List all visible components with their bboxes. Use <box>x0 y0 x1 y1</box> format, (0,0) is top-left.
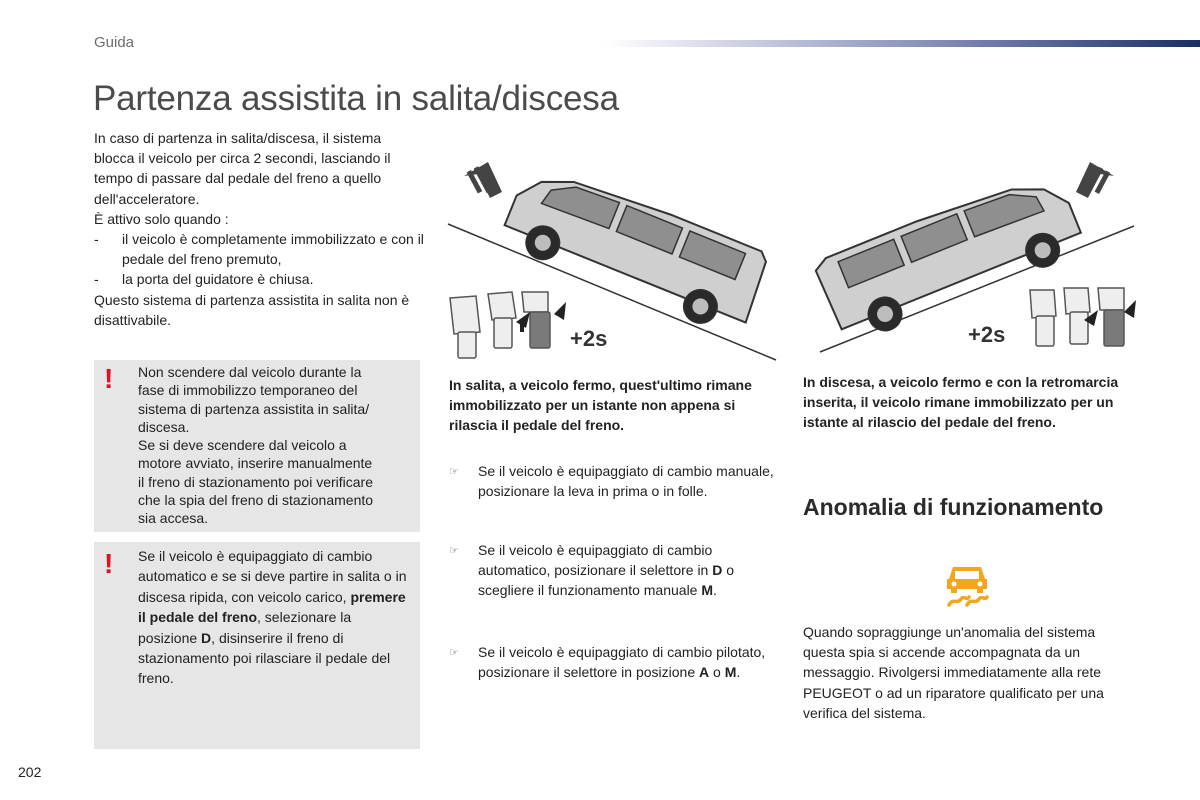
exclamation-icon: ! <box>104 363 114 394</box>
emphasis: A <box>699 664 710 681</box>
warning-line: sia accesa. <box>138 510 209 527</box>
bullet-piloted-gearbox <box>449 642 779 682</box>
condition-list <box>94 229 424 290</box>
pointer-icon: ☞ <box>449 647 459 659</box>
warning-line: che la spia del freno di stazionamento <box>138 492 374 509</box>
list-item: - la porta del guidatore è chiusa. <box>94 269 424 289</box>
timer-label: +2s <box>570 326 608 351</box>
page-title: Partenza assistita in salita/discesa <box>93 79 619 118</box>
emphasis: M <box>701 582 714 599</box>
warning-line: sistema di partenza assistita in salita/ <box>138 400 370 417</box>
emphasis: D <box>712 562 723 579</box>
warning-line: il freno di stazionamento poi verificare <box>138 473 374 490</box>
not-disableable-note: Questo sistema di partenza assistita in salita non è disattivabile. <box>94 291 410 328</box>
emphasis: D <box>201 629 212 646</box>
exclamation-icon: ! <box>104 548 114 579</box>
bullet-text: Se il veicolo è equipaggiato di cambio manuale, posizionare la leva in prima o in folle. <box>478 463 774 500</box>
section-label: Guida <box>94 34 135 51</box>
text-run: Se il veicolo è equipaggiato di cambio automatico, posizionare il selettore in <box>478 542 713 579</box>
text-run: o scegliere il funzionamento manuale <box>478 562 735 599</box>
pedals-icon <box>450 292 550 358</box>
anomaly-text: Quando sopraggiunge un'anomalia del sistema questa spia si accende accompagnata da un messaggio. Rivolgersi immediatamente alla rete PEUGEOT o ad un riparatore qualificato per una verifica del sistema. <box>803 624 1104 721</box>
bullet-text <box>478 540 779 601</box>
esp-warning-icon <box>941 559 993 611</box>
intro-text <box>94 128 424 330</box>
active-when-label: È attivo solo quando : <box>94 210 229 227</box>
motion-arrow-icon <box>464 162 502 198</box>
bullet-automatic-gearbox <box>449 540 779 601</box>
text-run: o <box>709 664 725 681</box>
warning-line: discesa. <box>138 418 190 435</box>
header-bar <box>604 40 1200 47</box>
warning-line: motore avviato, inserire manualmente <box>138 455 373 472</box>
text-run: Se il veicolo è equipaggiato di cambio automatico e se si deve partire in salita o in discesa ripida, con veicolo carico, <box>138 548 407 605</box>
list-item: - il veicolo è completamente immobilizzato e con il pedale del freno premuto, <box>94 229 424 269</box>
pointer-icon: ☞ <box>449 466 459 478</box>
pedals-icon <box>1030 288 1124 346</box>
downhill-illustration <box>798 152 1144 370</box>
warning-line: fase di immobilizzo temporaneo del <box>138 382 358 399</box>
uphill-caption: In salita, a veicolo fermo, quest'ultimo rimane immobilizzato per un istante non appena si rilascia il pedale del freno. <box>449 377 752 434</box>
text-run: . <box>736 664 741 681</box>
warning-line: Se si deve scendere dal veicolo a <box>138 437 347 454</box>
anomaly-title: Anomalia di funzionamento <box>803 494 1104 520</box>
pointer-icon: ☞ <box>449 545 459 557</box>
text-run: , disinserire il freno di stazionamento poi rilasciare il pedale del freno. <box>138 629 391 687</box>
warning-box-2 <box>94 542 420 749</box>
warning-line: Non scendere dal veicolo durante la <box>138 364 362 380</box>
emphasis: premere il pedale del freno <box>138 588 406 626</box>
warning-box-1 <box>94 360 420 532</box>
text-run: . <box>713 582 717 599</box>
downhill-caption: In discesa, a veicolo fermo e con la retromarcia inserita, il veicolo rimane immobilizzato per un istante al rilascio del pedale del freno. <box>803 374 1119 431</box>
intro-paragraph: In caso di partenza in salita/discesa, il sistema blocca il veicolo per circa 2 secondi, lasciando il tempo di passare dal pedale del freno a quello dell'acceleratore. <box>94 130 391 207</box>
warning-text <box>138 546 408 689</box>
text-run: Se il veicolo è equipaggiato di cambio pilotato, posizionare il selettore in posizione <box>478 644 766 681</box>
text-run: , selezionare la posizione <box>138 609 352 646</box>
page-number: 202 <box>18 764 42 780</box>
emphasis: M <box>724 664 737 681</box>
timer-label: +2s <box>968 322 1006 347</box>
motion-arrow-icon <box>1076 162 1114 198</box>
bullet-manual-gearbox <box>449 461 779 501</box>
warning-text <box>138 363 408 528</box>
uphill-illustration <box>436 152 782 370</box>
bullet-text <box>478 642 779 682</box>
